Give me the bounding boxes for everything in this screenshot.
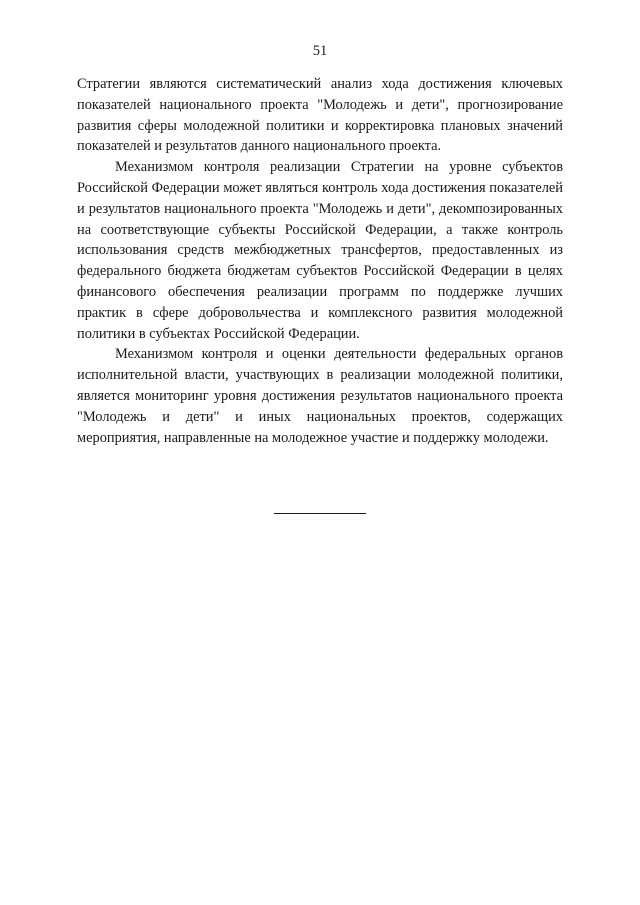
paragraph-federal-control: Механизмом контроля и оценки деятельности федеральных органов исполнительной власти, участвующих в реализации молодежной политики, является мониторинг уровня достижения результатов национального проекта "Молодежь и дети" и иных национальных проектов, содержащих мероприятия, направленные на молодежное участие и поддержку молодежи. [77,346,563,446]
page-number: 51 [312,43,328,59]
end-of-text-rule [274,513,366,514]
paragraph-regional-control: Механизмом контроля реализации Стратегии на уровне субъектов Российской Федерации может являться контроль хода достижения показателей и результатов национального проекта "Молодежь и дети", декомпозированных на соответствующие субъекты Российской Федерации, а также контроль использования средств межбюджетных трансфертов, предоставленных из федерального бюджета бюджетам субъектов Российской Федерации в целях финансового обеспечения реализации программ по поддержке лучших практик в сфере добровольчества и комплексного развития молодежной политики в субъектах Российской Федерации. [77,159,563,342]
paragraph-strategy-analysis: Стратегии являются систематический анализ хода достижения ключевых показателей национального проекта "Молодежь и дети", прогнозирование развития сферы молодежной политики и корректировка плановых значений показателей и результатов данного национального проекта. [77,76,563,155]
document-body [77,74,563,448]
